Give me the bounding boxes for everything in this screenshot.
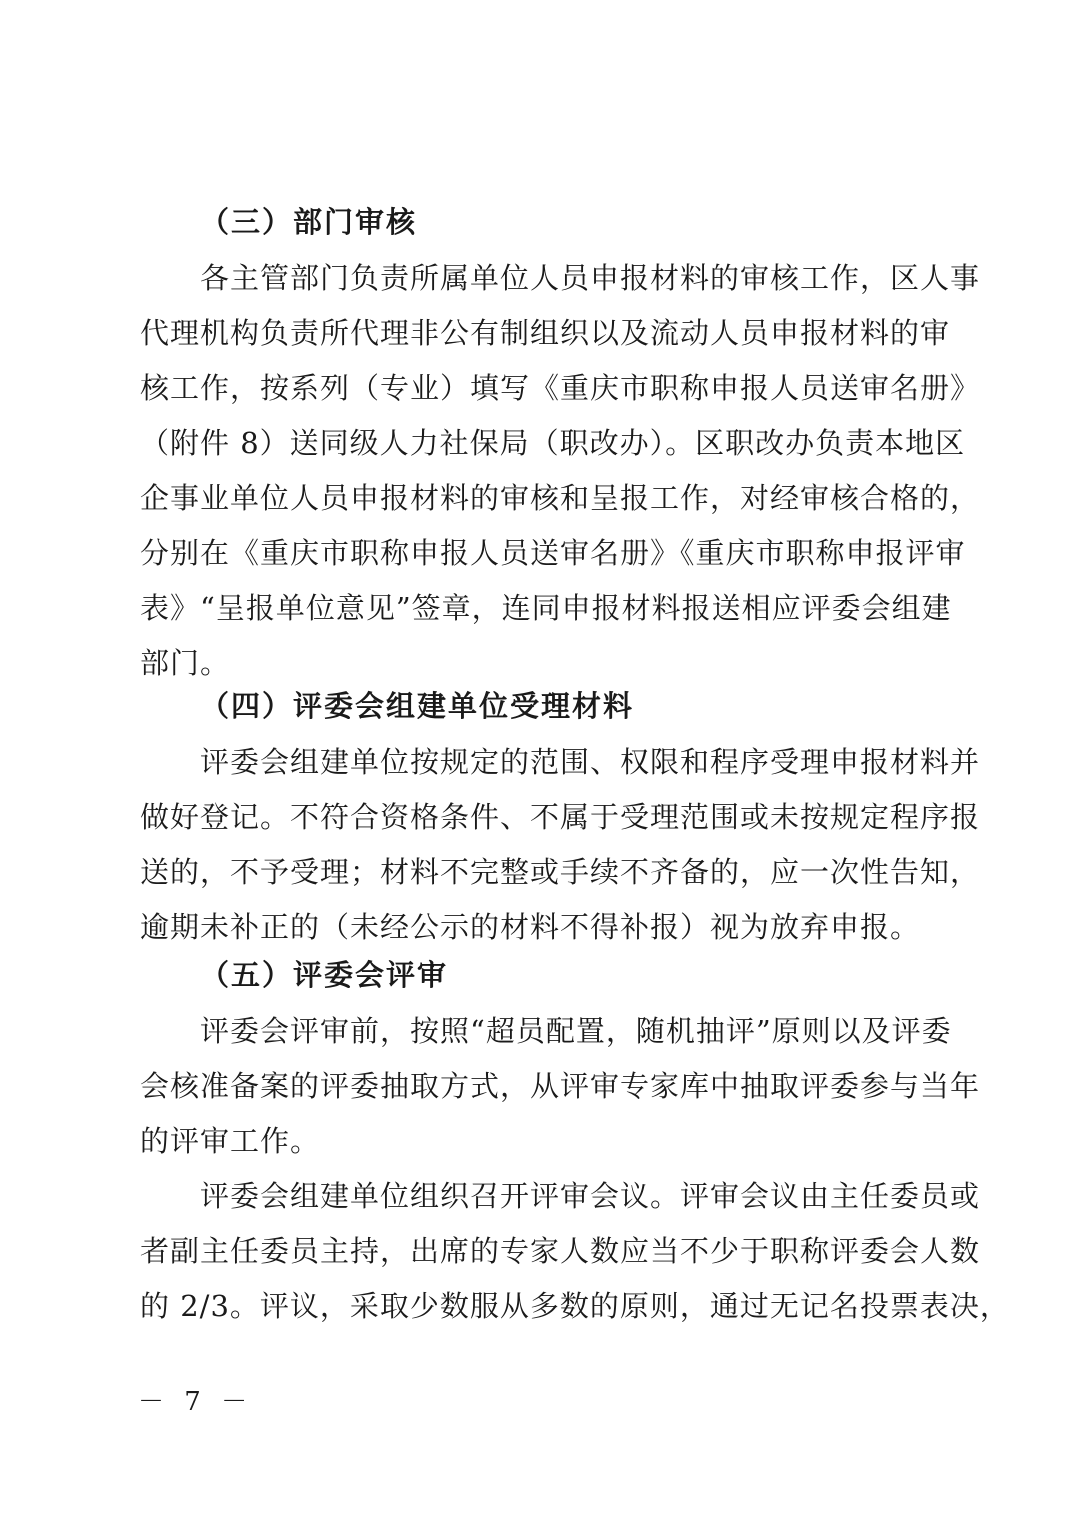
paragraph-line: 送的，不予受理；材料不完整或手续不齐备的，应一次性告知，	[140, 855, 981, 889]
paragraph-line: 做好登记。不符合资格条件、不属于受理范围或未按规定程序报	[140, 800, 981, 834]
paragraph-line: （附件 8）送同级人力社保局（职改办）。区职改办负责本地区	[140, 426, 966, 460]
paragraph-line: 各主管部门负责所属单位人员申报材料的审核工作，区人事	[200, 261, 981, 295]
paragraph-line: 核工作，按系列（专业）填写《重庆市职称申报人员送审名册》	[140, 371, 981, 405]
paragraph-line: 会核准备案的评委抽取方式，从评审专家库中抽取评委参与当年	[140, 1069, 981, 1103]
paragraph-line: 代理机构负责所代理非公有制组织以及流动人员申报材料的审	[140, 316, 951, 350]
section-heading-five: （五）评委会评审	[200, 958, 449, 992]
paragraph-line: 评委会组建单位按规定的范围、权限和程序受理申报材料并	[200, 745, 981, 779]
paragraph-line: 者副主任委员主持，出席的专家人数应当不少于职称评委会人数	[140, 1234, 981, 1268]
paragraph-line: 企事业单位人员申报材料的审核和呈报工作，对经审核合格的，	[140, 481, 981, 515]
section-heading-three: （三）部门审核	[200, 205, 418, 239]
paragraph-line: 的评审工作。	[140, 1124, 321, 1158]
page-number: － 7 －	[138, 1387, 254, 1417]
paragraph-line: 表》“呈报单位意见”签章，连同申报材料报送相应评委会组建	[140, 591, 952, 625]
paragraph-line: 评委会组建单位组织召开评审会议。评审会议由主任委员或	[200, 1179, 981, 1213]
section-heading-four: （四）评委会组建单位受理材料	[200, 689, 635, 723]
paragraph-line: 评委会评审前，按照“超员配置，随机抽评”原则以及评委	[200, 1014, 952, 1048]
paragraph-line: 逾期未补正的（未经公示的材料不得补报）视为放弃申报。	[140, 910, 921, 944]
paragraph-line: 部门。	[140, 646, 231, 680]
paragraph-line: 分别在《重庆市职称申报人员送审名册》《重庆市职称申报评审	[140, 536, 966, 570]
paragraph-line: 的 2/3。评议，采取少数服从多数的原则，通过无记名投票表决，	[140, 1289, 1010, 1323]
